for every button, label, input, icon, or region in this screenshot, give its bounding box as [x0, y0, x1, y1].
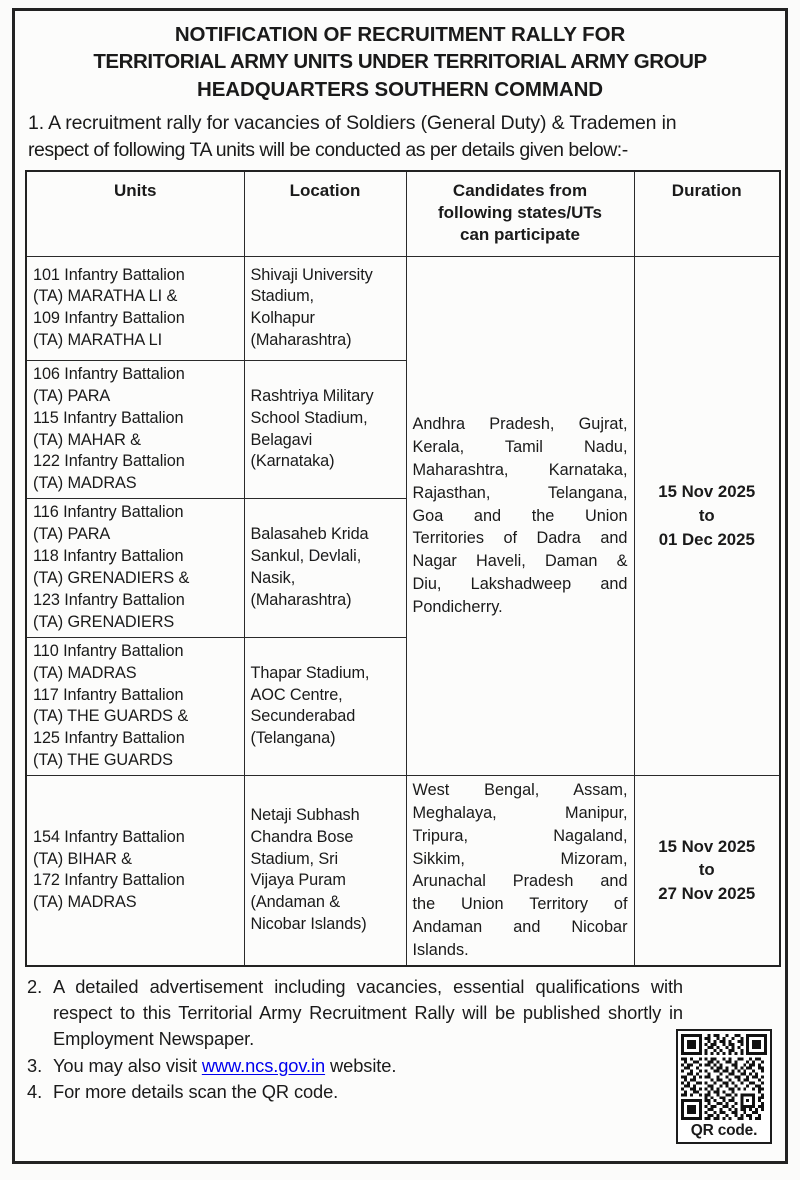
cell-units — [26, 776, 244, 966]
cell-location — [244, 499, 406, 637]
unit-line: 101 Infantry Battalion — [33, 265, 185, 284]
unit-line: (TA) MADRAS — [33, 474, 137, 493]
unit-line: (TA) THE GUARDS & — [33, 707, 189, 726]
candidates-line: Nagar Haveli, Daman & — [412, 552, 628, 571]
cell-location — [244, 360, 406, 498]
cell-location — [244, 637, 406, 775]
note-number: 2. — [27, 975, 43, 997]
candidates-line: Arunachal Pradesh and — [412, 872, 628, 891]
unit-line: (TA) MADRAS — [33, 893, 137, 912]
cell-units — [26, 499, 244, 637]
unit-line: (TA) MARATHA LI — [33, 331, 163, 350]
candidates-header-line-1: Candidates from — [452, 180, 588, 200]
candidates-header-line-2: following states/UTs — [437, 202, 603, 222]
note-suffix-text: website. — [325, 1054, 397, 1076]
title-line-1: NOTIFICATION OF RECRUITMENT RALLY FOR — [174, 23, 626, 46]
location-line: Stadium, — [250, 287, 314, 306]
note-line: Employment Newspaper. — [53, 1028, 255, 1050]
candidates-line: Diu, Lakshadweep and — [412, 575, 628, 594]
note-body — [53, 974, 683, 1053]
title-line-3: HEADQUARTERS SOUTHERN COMMAND — [197, 77, 603, 101]
note-line: A detailed advertisement including vacancies, essential qualifications with — [53, 975, 683, 997]
column-header-units: Units — [26, 171, 244, 257]
unit-line: (TA) MAHAR & — [33, 430, 141, 449]
candidates-line: the Union Territory of — [412, 895, 628, 914]
cell-duration-group-1 — [634, 256, 780, 775]
unit-line: 123 Infantry Battalion — [33, 590, 185, 609]
column-header-candidates — [406, 171, 634, 257]
unit-line: (TA) BIHAR & — [33, 849, 132, 868]
unit-line: 115 Infantry Battalion — [33, 408, 184, 427]
location-line: (Karnataka) — [250, 452, 335, 471]
page-title — [25, 19, 775, 107]
location-line: (Andaman & — [250, 893, 341, 912]
candidates-line: Tripura, Nagaland, — [412, 826, 628, 845]
qr-code-caption: QR code. — [690, 1121, 758, 1139]
unit-line: 118 Infantry Battalion — [33, 547, 184, 566]
candidates-line: Goa and the Union — [412, 506, 628, 525]
location-line: (Maharashtra) — [250, 590, 352, 609]
candidates-line: Rajasthan, Telangana, — [412, 483, 628, 502]
location-line: (Telangana) — [250, 729, 336, 748]
column-header-duration: Duration — [634, 171, 780, 257]
cell-duration-group-2 — [634, 776, 780, 966]
candidates-line: Sikkim, Mizoram, — [412, 849, 628, 868]
notification-page — [12, 8, 788, 1164]
candidates-line: Andaman and Nicobar — [412, 918, 628, 937]
unit-line: 122 Infantry Battalion — [33, 452, 185, 471]
table-row — [26, 256, 780, 360]
duration-start: 15 Nov 2025 — [658, 482, 756, 502]
note-number: 3. — [27, 1054, 43, 1076]
location-line: Sankul, Devlali, — [250, 547, 362, 566]
duration-end: 27 Nov 2025 — [658, 884, 756, 904]
location-line: Secunderabad — [250, 707, 356, 726]
cell-units — [26, 637, 244, 775]
unit-line: 117 Infantry Battalion — [33, 685, 184, 704]
qr-code-block[interactable] — [676, 1029, 772, 1144]
note-body — [53, 1053, 771, 1079]
candidates-line: Maharashtra, Karnataka, — [412, 460, 628, 479]
location-line: Stadium, Sri — [250, 849, 338, 868]
duration-connector: to — [698, 860, 715, 880]
candidates-header-line-3: can participate — [460, 224, 580, 244]
unit-line: (TA) THE GUARDS — [33, 751, 173, 770]
unit-line: 106 Infantry Battalion — [33, 364, 185, 383]
candidates-line: Kerala, Tamil Nadu, — [412, 438, 628, 457]
table-row — [26, 776, 780, 966]
location-line: Nasik, — [250, 569, 296, 587]
unit-line: 154 Infantry Battalion — [33, 827, 185, 846]
location-line: Belagavi — [250, 430, 313, 449]
column-header-location: Location — [244, 171, 406, 257]
intro-number: 1. — [28, 111, 44, 134]
location-line: Balasaheb Krida — [250, 525, 369, 544]
location-line: Chandra Bose — [250, 827, 354, 846]
note-item-3 — [27, 1053, 771, 1079]
note-item-2 — [27, 974, 771, 1053]
unit-line: 125 Infantry Battalion — [33, 729, 185, 748]
cell-units — [26, 360, 244, 498]
unit-line: 172 Infantry Battalion — [33, 871, 185, 890]
candidates-line: West Bengal, Assam, — [412, 781, 628, 800]
cell-location — [244, 776, 406, 966]
location-line: Thapar Stadium, — [250, 663, 370, 682]
candidates-line: Islands. — [412, 940, 469, 959]
notes-section — [25, 967, 775, 1106]
ncs-website-link[interactable]: www.ncs.gov.in — [201, 1054, 326, 1076]
intro-paragraph — [25, 107, 775, 170]
candidates-line: Pondicherry. — [412, 597, 503, 616]
title-line-2: TERRITORIAL ARMY UNITS UNDER TERRITORIAL ARMY GROUP — [93, 50, 707, 74]
duration-connector: to — [698, 506, 715, 526]
note-prefix-text: You may also visit — [53, 1054, 202, 1076]
location-line: (Maharashtra) — [250, 331, 352, 350]
location-line: Kolhapur — [250, 309, 315, 328]
unit-line: 110 Infantry Battalion — [33, 641, 184, 660]
rally-details-table — [25, 170, 781, 967]
note-item-4 — [27, 1079, 771, 1105]
intro-line-2: respect of following TA units will be conducted as per details given below:- — [28, 138, 628, 161]
qr-code-icon[interactable] — [681, 1034, 767, 1120]
cell-candidates-group-1 — [406, 256, 634, 775]
unit-line: 116 Infantry Battalion — [33, 503, 184, 522]
location-line: Vijaya Puram — [250, 871, 346, 890]
location-line: Shivaji University — [250, 265, 373, 284]
location-line: Nicobar Islands) — [250, 915, 367, 934]
candidates-line: Andhra Pradesh, Gujrat, — [412, 415, 628, 434]
table-header-row — [26, 171, 780, 257]
note-number: 4. — [27, 1081, 43, 1103]
cell-location — [244, 256, 406, 360]
location-line: School Stadium, — [250, 408, 368, 427]
unit-line: (TA) MARATHA LI & — [33, 287, 178, 306]
cell-units — [26, 256, 244, 360]
intro-line-1: A recruitment rally for vacancies of Soldiers (General Duty) & Trademen in — [48, 111, 677, 134]
unit-line: 109 Infantry Battalion — [33, 309, 185, 328]
note-line: respect to this Territorial Army Recruitment Rally will be published shortly in — [53, 1002, 683, 1023]
duration-end: 01 Dec 2025 — [658, 529, 755, 549]
note-body: For more details scan the QR code. — [53, 1081, 339, 1103]
unit-line: (TA) GRENADIERS — [33, 612, 175, 631]
unit-line: (TA) PARA — [33, 386, 111, 405]
candidates-line: Meghalaya, Manipur, — [412, 803, 628, 822]
location-line: Rashtriya Military — [250, 386, 374, 405]
location-line: AOC Centre, — [250, 685, 343, 704]
cell-candidates-group-2 — [406, 776, 634, 966]
unit-line: (TA) MADRAS — [33, 663, 137, 682]
unit-line: (TA) GRENADIERS & — [33, 569, 190, 587]
unit-line: (TA) PARA — [33, 525, 111, 544]
location-line: Netaji Subhash — [250, 805, 360, 824]
duration-start: 15 Nov 2025 — [658, 836, 756, 856]
candidates-line: Territories of Dadra and — [412, 529, 628, 548]
